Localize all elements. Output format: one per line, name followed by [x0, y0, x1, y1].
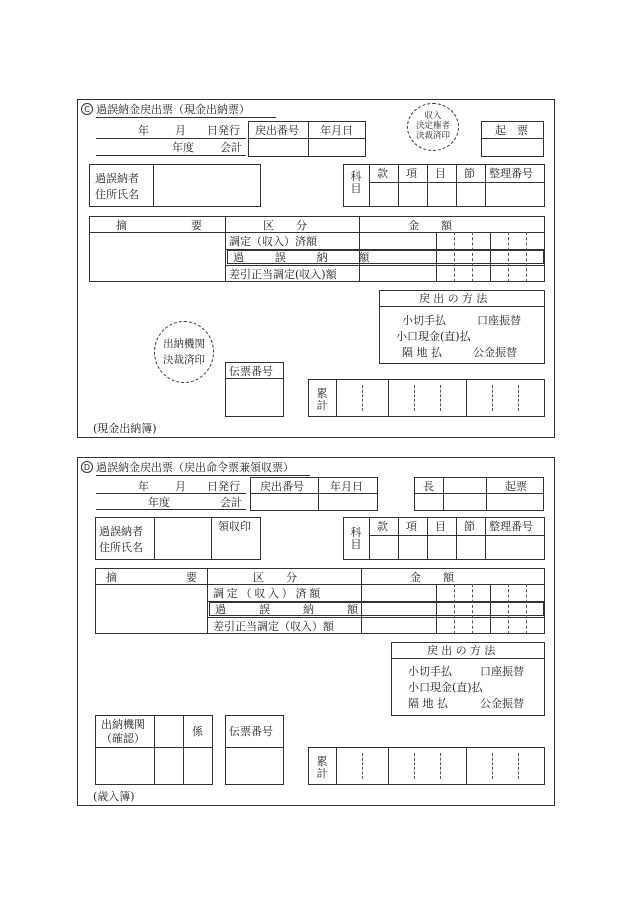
address-name-label: 住所氏名 — [99, 541, 143, 554]
tekiyou-label-2: 要 — [186, 571, 197, 584]
kan-label: 款 — [377, 520, 388, 533]
cashier-decision-stamp: 出納機関 決裁済印 — [154, 321, 214, 383]
method-petty-cash: 小口現金(直)払 — [408, 681, 483, 694]
account-label: 会計 — [220, 496, 242, 509]
form-d-title: 過誤納金戻出票（戻出命令票兼領収票） — [96, 461, 294, 474]
method-petty-cash: 小口現金(直)払 — [396, 330, 471, 343]
kingaku-label: 金 額 — [408, 219, 452, 232]
method-title: 戻出の方法 — [427, 644, 499, 657]
method-remote: 隔 地 払 — [408, 697, 448, 710]
setsu-label: 節 — [464, 167, 475, 180]
denpyo-no-label: 伝票番号 — [229, 725, 273, 738]
method-check: 小切手払 — [408, 665, 452, 678]
fiscal-year-label: 年度 — [148, 496, 170, 509]
kou-label: 項 — [406, 520, 417, 533]
form-c-title: 過誤納金戻出票（現金出納票） — [96, 103, 250, 116]
payer-label: 過誤納者 — [95, 172, 139, 185]
kihyou-label: 起票 — [505, 480, 527, 493]
issue-day-label: 日発行 — [207, 480, 240, 493]
account-label: 会計 — [220, 141, 242, 154]
kihyou-label: 起 票 — [495, 124, 528, 137]
method-public-transfer: 公金振替 — [473, 346, 517, 359]
modoshi-no-label: 戻出番号 — [255, 124, 299, 137]
cashier-label: 出納機関 — [101, 718, 145, 731]
form-c-letter: C — [81, 103, 93, 115]
row-sashihiki: 差引正当調定（収入）額 — [213, 620, 334, 633]
kakari-label: 係 — [192, 725, 203, 738]
method-check: 小切手払 — [402, 314, 446, 327]
kubun-label: 区 分 — [263, 219, 307, 232]
row-chotei: 調定（収入）済額 — [213, 587, 323, 600]
ruikei-label: 累 計 — [316, 755, 328, 781]
method-account-transfer: 口座振替 — [480, 665, 524, 678]
address-name-label: 住所氏名 — [95, 188, 139, 201]
form-d-footer: (歳入簿) — [93, 790, 135, 803]
revenue-decision-stamp: 収入 決定権者 決裁済印 — [407, 103, 459, 151]
kamoku-label: 科 目 — [350, 526, 362, 552]
month-label: 月 — [175, 480, 186, 493]
chou-label: 長 — [423, 480, 434, 493]
kamoku-label: 科 目 — [350, 170, 362, 196]
setsu-label: 節 — [464, 520, 475, 533]
ymd-label: 年月日 — [330, 480, 363, 493]
kan-label: 款 — [377, 167, 388, 180]
method-remote: 隔 地 払 — [402, 346, 442, 359]
moku-label: 目 — [435, 520, 446, 533]
ruikei-label: 累 計 — [316, 387, 328, 413]
kubun-label: 区 分 — [253, 571, 297, 584]
row-chotei: 調定（収入）済額 — [229, 235, 317, 248]
year-label: 年 — [138, 124, 149, 137]
kingaku-label: 金 額 — [410, 571, 454, 584]
tekiyou-label-2: 要 — [191, 219, 202, 232]
form-d-letter: D — [81, 461, 93, 473]
ymd-label: 年月日 — [320, 124, 353, 137]
row-sashihiki: 差引正当調定(収入)額 — [229, 268, 337, 281]
issue-day-label: 日発行 — [207, 124, 240, 137]
method-title: 戻出の方法 — [419, 292, 491, 305]
denpyo-no-label: 伝票番号 — [229, 365, 273, 378]
row-kago: 過 誤 納 額 — [233, 251, 380, 264]
method-account-transfer: 口座振替 — [477, 314, 521, 327]
row-kago: 過 誤 納 額 — [215, 603, 369, 616]
receipt-seal-label: 領収印 — [218, 520, 251, 533]
fiscal-year-label: 年度 — [172, 141, 194, 154]
cashier-confirm-label: （確認） — [101, 732, 145, 745]
month-label: 月 — [175, 124, 186, 137]
moku-label: 目 — [435, 167, 446, 180]
seiri-no-label: 整理番号 — [489, 167, 533, 180]
form-c-footer: (現金出納簿) — [93, 422, 157, 435]
tekiyou-label-1: 摘 — [106, 571, 117, 584]
method-public-transfer: 公金振替 — [480, 697, 524, 710]
year-label: 年 — [138, 480, 149, 493]
seiri-no-label: 整理番号 — [489, 520, 533, 533]
kou-label: 項 — [406, 167, 417, 180]
modoshi-no-label: 戻出番号 — [260, 480, 304, 493]
tekiyou-label-1: 摘 — [116, 219, 127, 232]
payer-label: 過誤納者 — [99, 525, 143, 538]
